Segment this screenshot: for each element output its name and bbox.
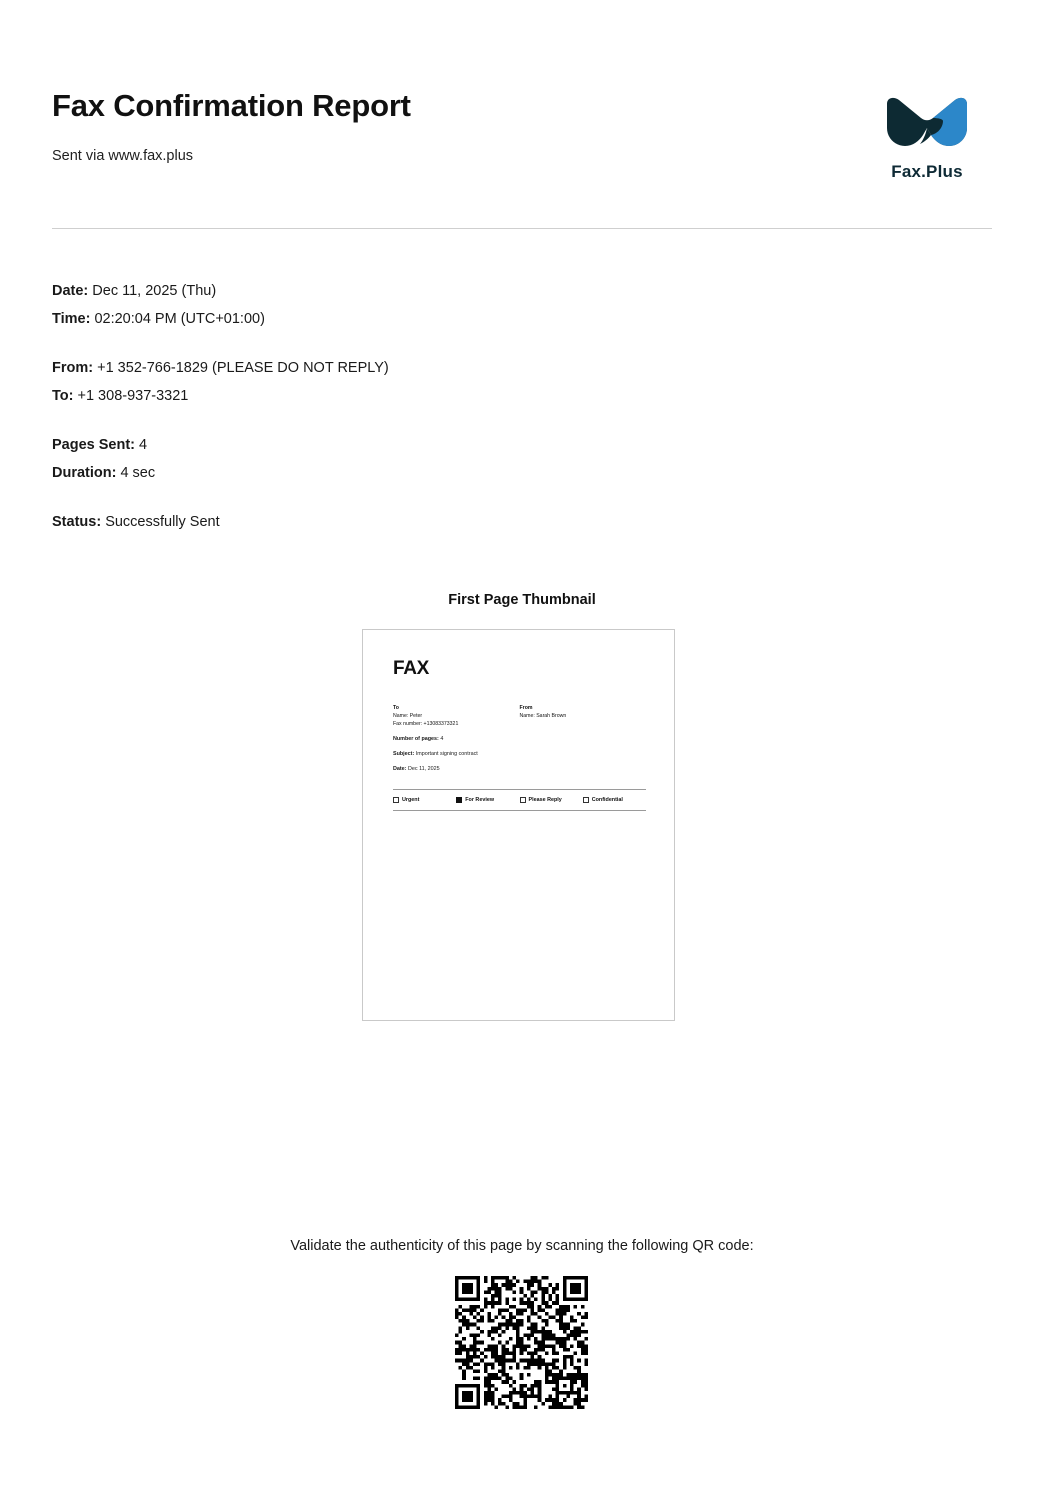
duration-value: 4 sec [120, 465, 156, 481]
document-header [52, 88, 992, 208]
status-badge: Successfully Sent [105, 514, 220, 530]
cover-from-block [520, 704, 647, 728]
to-value: +1 308-937-3321 [77, 388, 189, 404]
cover-date-row [393, 765, 646, 773]
cover-from-header: From [519, 705, 533, 711]
parties-group [52, 354, 389, 410]
date-row [52, 277, 389, 305]
duration-row [52, 459, 389, 487]
cover-parties [393, 704, 646, 728]
date-label: Date: [52, 283, 89, 299]
cover-pages-label: Number of pages: [393, 736, 439, 743]
page-subtitle: Sent via www.fax.plus [52, 148, 194, 164]
datetime-group [52, 277, 389, 333]
checkbox-icon [583, 797, 589, 803]
faxplus-logo-icon [881, 94, 973, 156]
cover-checkbox-confidential [583, 797, 646, 803]
first-page-thumbnail[interactable] [362, 629, 675, 1021]
pages-label: Pages Sent: [52, 437, 135, 453]
status-row [52, 508, 389, 536]
qr-code [455, 1276, 588, 1409]
time-row [52, 305, 389, 333]
cover-checkbox-label: Please Reply [528, 797, 562, 804]
from-label: From: [52, 360, 94, 376]
brand-logo [862, 94, 992, 182]
cover-checkbox-label: Confidential [591, 797, 623, 804]
time-value: 02:20:04 PM (UTC+01:00) [94, 311, 265, 327]
to-row [52, 382, 389, 410]
transmission-group [52, 431, 389, 487]
cover-subject-value: Important signing contract [415, 751, 478, 758]
pages-value: 4 [139, 437, 148, 453]
to-label: To: [52, 388, 74, 404]
page-title: Fax Confirmation Report [52, 88, 411, 123]
fax-cover-title: FAX [393, 658, 430, 679]
cover-from-name: Name: Sarah Brown [519, 713, 567, 719]
cover-subject-row [393, 750, 646, 758]
logo-text: Fax.Plus [891, 162, 963, 181]
checkbox-icon [520, 797, 526, 803]
cover-to-name: Name: Peter [393, 713, 423, 719]
cover-to-block [393, 704, 520, 728]
cover-date-label: Date: [393, 766, 407, 773]
from-value: +1 352-766-1829 (PLEASE DO NOT REPLY) [97, 360, 389, 376]
cover-checkbox-for-review [456, 797, 519, 803]
cover-checkbox-label: For Review [465, 797, 495, 804]
cover-checkbox-please-reply [520, 797, 583, 803]
cover-subject-label: Subject: [393, 751, 415, 758]
status-label: Status: [52, 514, 102, 530]
cover-date-value: Dec 11, 2025 [407, 766, 440, 773]
qr-caption: Validate the authenticity of this page by scanning the following QR code: [290, 1238, 754, 1254]
cover-to-header: To [393, 705, 399, 711]
date-value: Dec 11, 2025 (Thu) [92, 283, 217, 299]
cover-pages-value: 4 [440, 736, 444, 743]
duration-label: Duration: [52, 465, 117, 481]
thumbnail-content [393, 658, 646, 811]
status-group [52, 508, 389, 536]
qr-code-icon [455, 1276, 588, 1409]
cover-checkbox-row [393, 797, 646, 803]
checkbox-checked-icon [456, 797, 462, 803]
cover-checkbox-label: Urgent [402, 797, 420, 804]
pages-row [52, 431, 389, 459]
header-divider [52, 228, 992, 229]
time-label: Time: [52, 311, 91, 327]
cover-divider-top [393, 789, 646, 790]
cover-pages-row [393, 735, 646, 743]
from-row [52, 354, 389, 382]
cover-to-fax: Fax number: +13083373321 [393, 720, 459, 727]
checkbox-icon [393, 797, 399, 803]
fax-details [52, 277, 389, 536]
thumbnail-heading: First Page Thumbnail [448, 592, 596, 608]
cover-divider-bottom [393, 810, 646, 811]
cover-checkbox-urgent [393, 797, 456, 803]
